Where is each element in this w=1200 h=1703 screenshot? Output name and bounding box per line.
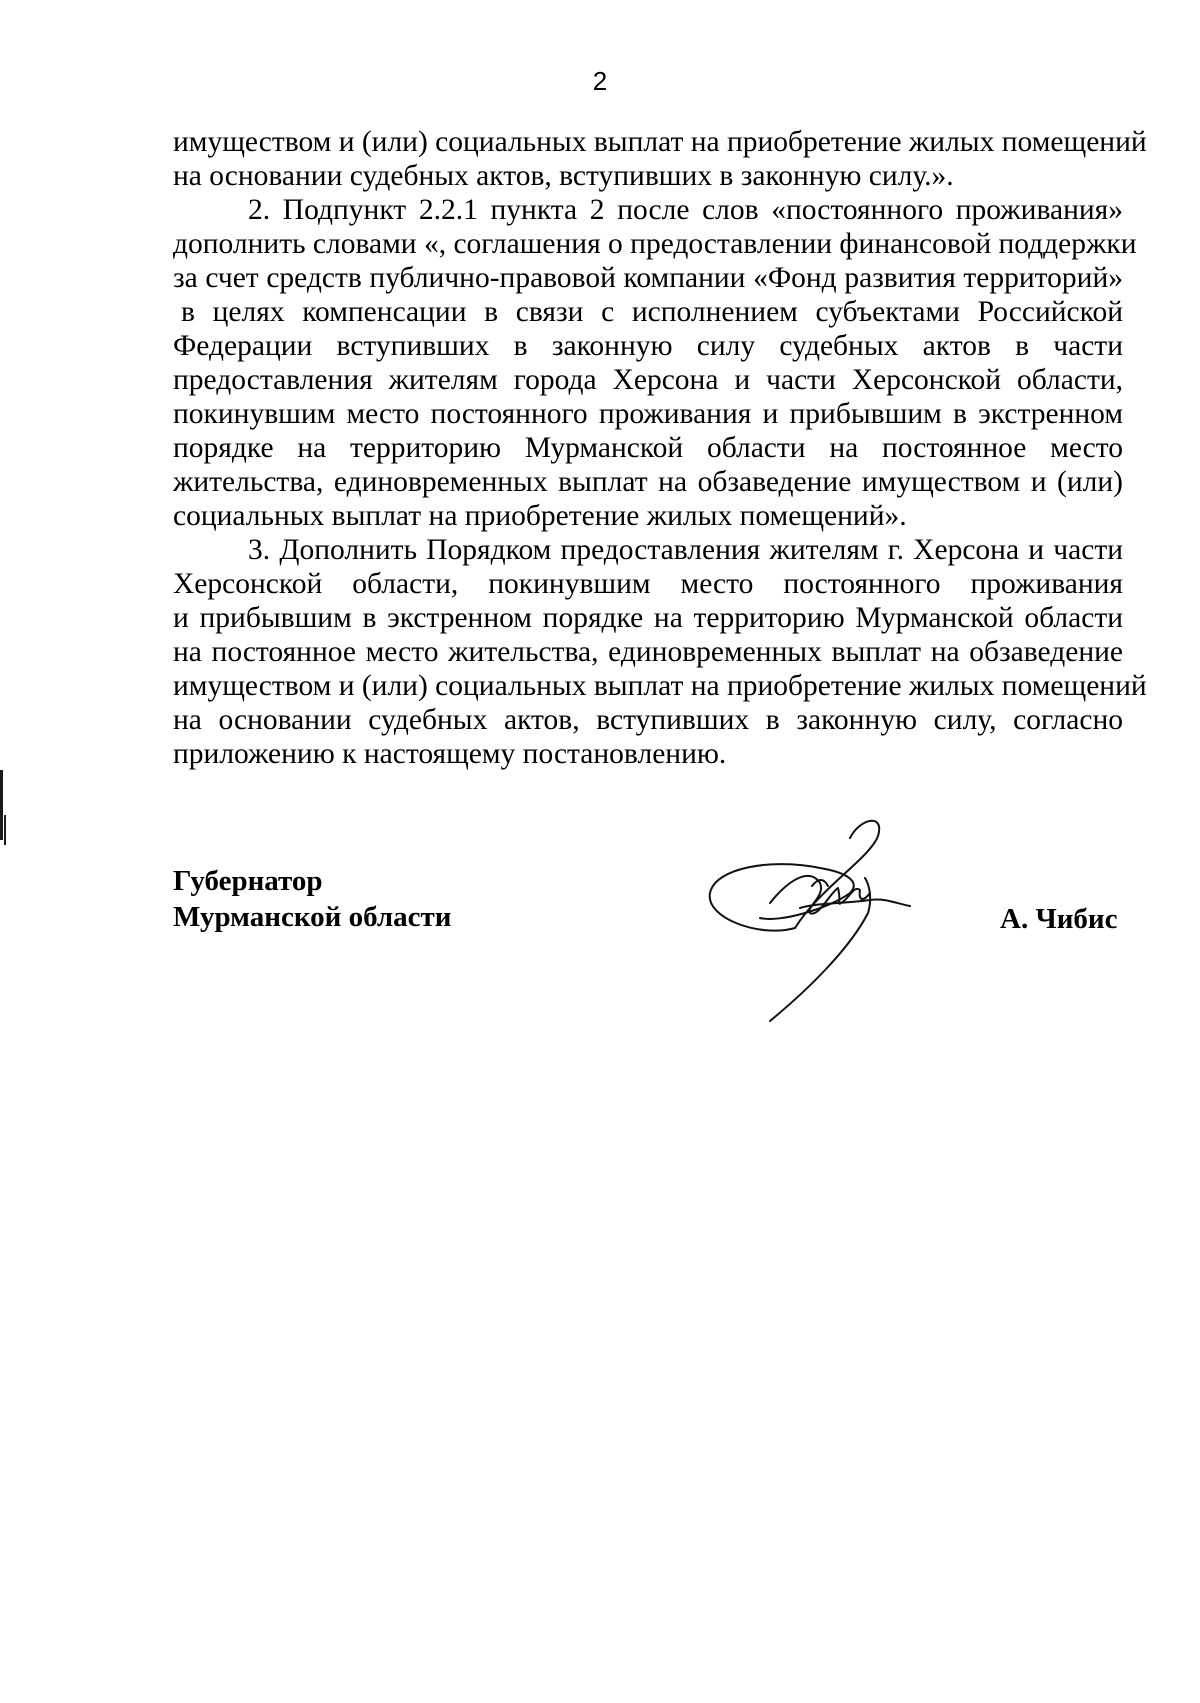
body-line: жительства, единовременных выплат на обзаведение имуществом и (или) [173, 466, 1123, 498]
signatory-name: А. Чибис [1000, 903, 1118, 935]
paragraph-3-start: 3. Дополнить Порядком предоставления жителям г. Херсона и части [248, 534, 1123, 566]
page-number: 2 [592, 66, 608, 96]
body-line: Федерации вступивших в законную силу судебных актов в части [173, 330, 1123, 362]
scan-edge-mark [0, 770, 3, 840]
body-line: порядке на территорию Мурманской области на постоянное место [173, 432, 1123, 464]
body-line: Херсонской области, покинувшим место постоянного проживания [173, 568, 1123, 600]
body-line: в целях компенсации в связи с исполнением субъектами Российской [181, 296, 1123, 328]
body-line: и прибывшим в экстренном порядке на территорию Мурманской области [173, 602, 1123, 634]
signatory-title-line1: Губернатор [173, 865, 323, 897]
body-line: на основании судебных актов, вступивших в законную силу.». [173, 160, 954, 192]
body-line: приложению к настоящему постановлению. [173, 738, 727, 770]
scan-edge-mark [4, 815, 6, 845]
body-line: за счет средств публично-правовой компании «Фонд развития территорий» [173, 262, 1123, 294]
body-line: имуществом и (или) социальных выплат на приобретение жилых помещений [173, 670, 1147, 702]
body-line: на основании судебных актов, вступивших в законную силу, согласно [173, 704, 1123, 736]
paragraph-2-start: 2. Подпункт 2.2.1 пункта 2 после слов «постоянного проживания» [248, 194, 1123, 226]
body-line: покинувшим место постоянного проживания и прибывшим в экстренном [173, 398, 1123, 430]
body-line: дополнить словами «, соглашения о предоставлении финансовой поддержки [173, 228, 1137, 260]
body-line: имуществом и (или) социальных выплат на приобретение жилых помещений [173, 126, 1147, 158]
body-line: на постоянное место жительства, единовременных выплат на обзаведение [173, 636, 1123, 668]
signatory-title-line2: Мурманской области [173, 901, 452, 933]
body-line: социальных выплат на приобретение жилых помещений». [173, 500, 907, 532]
body-line: предоставления жителям города Херсона и части Херсонской области, [173, 364, 1123, 396]
handwritten-signature-icon [700, 808, 940, 1038]
